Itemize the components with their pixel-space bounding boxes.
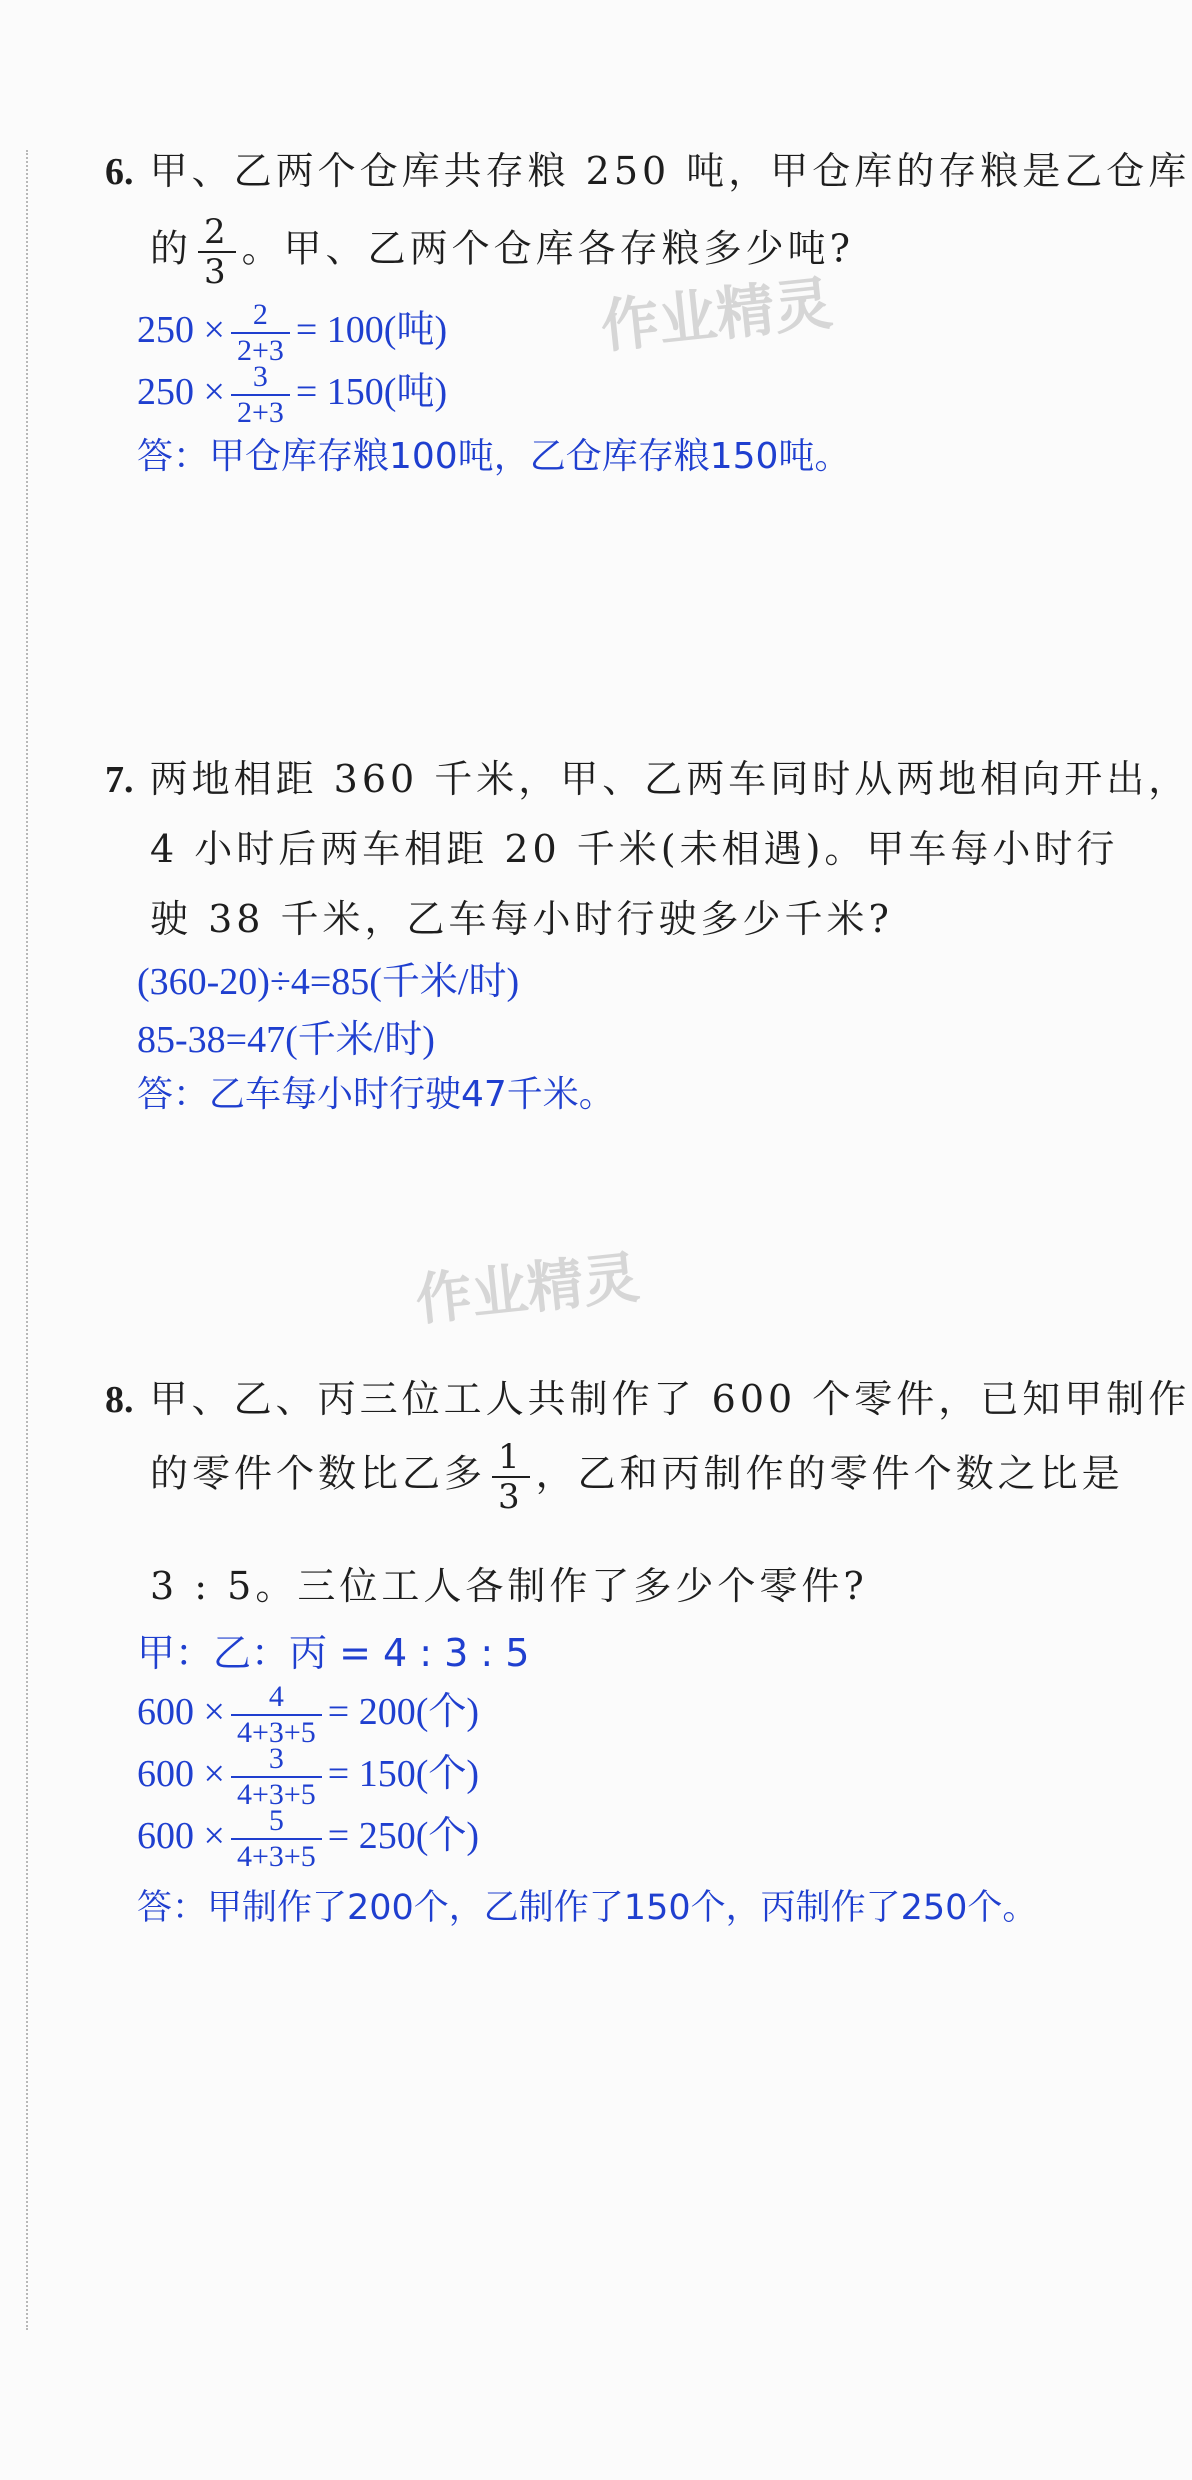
q6-answer-calc1: 250 × $\frac{2}{2+3}$ = 100(吨) [137, 298, 448, 368]
margin-dotted-line [26, 150, 28, 2330]
q7-line2: 4 小时后两车相距 20 千米(未相遇)。甲车每小时行 [150, 827, 1119, 871]
q7-line3: 驶 38 千米，乙车每小时行驶多少千米? [150, 897, 893, 941]
q6-number: 6. [105, 151, 134, 193]
q8-line2: 的零件个数比乙多 $\frac{1}{3}$ ，乙和丙制作的零件个数之比是 [150, 1437, 1124, 1517]
q8-fraction: $\frac{1}{3}$ [492, 1440, 530, 1514]
q8-ratio: 甲：乙：丙 = 4 : 3 : 5 [137, 1631, 530, 1675]
q6-fraction: $\frac{2}{3}$ [198, 215, 236, 289]
q8-answer-calc3: 600 × $\frac{5}{4+3+5}$ = 250(个) [137, 1804, 480, 1874]
q8-answer-calc1: 600 × $\frac{4}{4+3+5}$ = 200(个) [137, 1680, 480, 1750]
q6-answer-calc2: 250 × $\frac{3}{2+3}$ = 150(吨) [137, 360, 448, 430]
q6-text-line1: 甲、乙两个仓库共存粮 250 吨，甲仓库的存粮是乙仓库 [149, 149, 1191, 193]
q7-answer-statement: 答：乙车每小时行驶47千米。 [137, 1074, 615, 1115]
q6-answer-statement: 答：甲仓库存粮100吨，乙仓库存粮150吨。 [137, 436, 851, 477]
q6-line1 [105, 140, 1190, 195]
q7-number: 7. [105, 759, 134, 801]
watermark-logo-2: 作业精灵 [412, 1245, 643, 1334]
q8-number: 8. [105, 1379, 134, 1421]
q7-line1: 7. 两地相距 360 千米，甲、乙两车同时从两地相向开出， [105, 757, 1191, 801]
q6-line2: 的 $\frac{2}{3}$ 。甲、乙两个仓库各存粮多少吨? [150, 212, 855, 292]
q7-answer-calc2: 85-38=47(千米/时) [137, 1019, 435, 1061]
q8-line3: 3 : 5。三位工人各制作了多少个零件? [150, 1564, 868, 1608]
q8-answer-calc2: 600 × $\frac{3}{4+3+5}$ = 150(个) [137, 1742, 480, 1812]
q8-line1: 8. 甲、乙、丙三位工人共制作了 600 个零件，已知甲制作 [105, 1377, 1191, 1421]
q8-answer-statement: 答：甲制作了200个，乙制作了150个，丙制作了250个。 [137, 1888, 1038, 1928]
watermark-logo-1: 作业精灵 [597, 269, 836, 361]
q7-answer-calc1: (360-20)÷4=85(千米/时) [137, 961, 520, 1003]
